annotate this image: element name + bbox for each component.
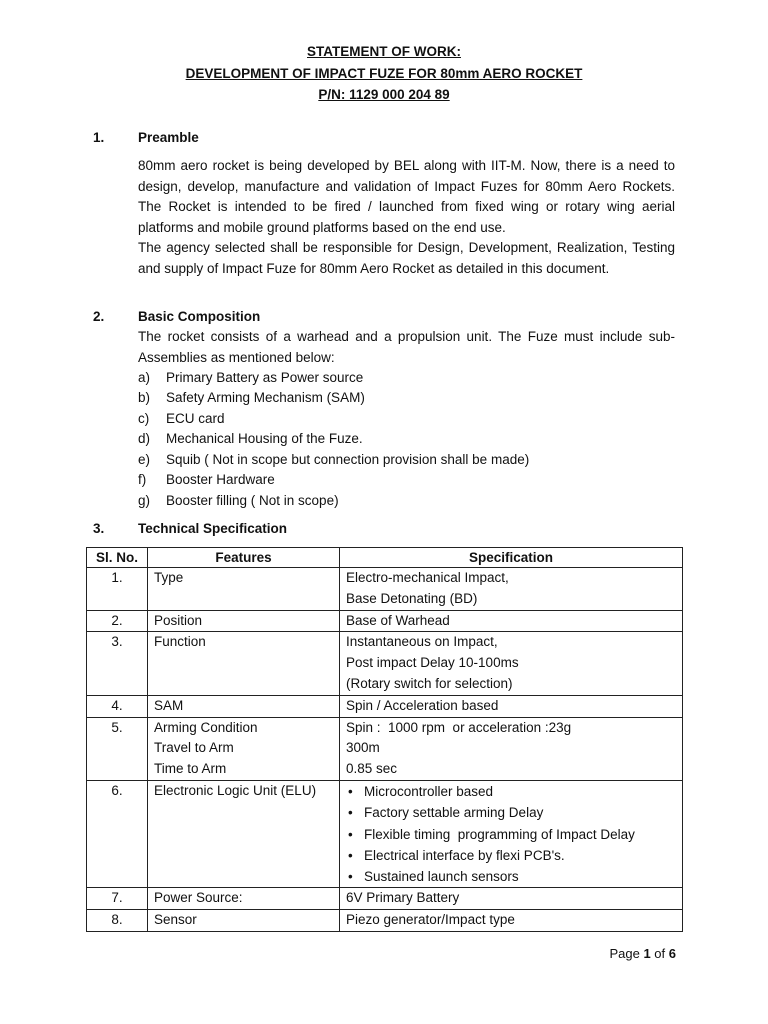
spec-line: Spin : 1000 rpm or acceleration :23g bbox=[346, 719, 572, 735]
section-2-intro: The rocket consists of a warhead and a propulsion unit. The Fuze must include sub-Assemblies as mentioned below: bbox=[138, 329, 675, 365]
bullet-item: • Factory settable arming Delay bbox=[346, 802, 676, 823]
bullet-item: • Sustained launch sensors bbox=[346, 866, 676, 887]
list-item-letter: c) bbox=[138, 411, 150, 426]
cell-sl-no: 2. bbox=[87, 610, 148, 632]
list-item bbox=[138, 368, 363, 388]
list-item-text: Primary Battery as Power source bbox=[166, 370, 364, 385]
list-item-letter: b) bbox=[138, 390, 151, 405]
table-row bbox=[87, 910, 683, 932]
section-2-title: Basic Composition bbox=[138, 309, 261, 324]
list-item-letter: e) bbox=[138, 452, 151, 467]
spec-table bbox=[86, 547, 683, 932]
cell-sl-no: 5. bbox=[87, 717, 148, 780]
list-item-text: Booster Hardware bbox=[166, 472, 275, 487]
list-item bbox=[138, 491, 339, 511]
of-word: of bbox=[654, 946, 666, 961]
cell-feature: Position bbox=[148, 610, 340, 632]
list-item-letter: g) bbox=[138, 493, 151, 508]
cell-feature: Sensor bbox=[148, 910, 340, 932]
section-2-number: 2. bbox=[93, 309, 105, 324]
cell-feature bbox=[148, 717, 340, 780]
list-item-text: Booster filling ( Not in scope) bbox=[166, 493, 339, 508]
cell-sl-no: 3. bbox=[87, 632, 148, 695]
cell-specification: Base of Warhead bbox=[340, 610, 683, 632]
cell-specification: 6V Primary Battery bbox=[340, 888, 683, 910]
table-header-row bbox=[87, 548, 683, 568]
cell-specification bbox=[340, 717, 683, 780]
cell-feature: Power Source: bbox=[148, 888, 340, 910]
cell-feature: Function bbox=[148, 632, 340, 695]
feature-line: Travel to Arm bbox=[154, 740, 234, 756]
list-item bbox=[138, 409, 225, 429]
list-item-text: Squib ( Not in scope but connection provision shall be made) bbox=[166, 452, 530, 467]
section-1-paragraph-1: 80mm aero rocket is being developed by BEL along with IIT-M. Now, there is a need to design, develop, manufacture and validation of Impact Fuzes for 80mm Aero Rockets. The Rocket is intended to be fired / launched from fixed wing or rotary wing aerial platforms and mobile ground platforms based on the end use. bbox=[138, 158, 675, 235]
table-row bbox=[87, 610, 683, 632]
cell-feature: Type bbox=[148, 568, 340, 611]
doc-part-number: P/N: 1129 000 204 89 bbox=[318, 87, 450, 102]
spec-line: 0.85 sec bbox=[346, 761, 398, 777]
table-row bbox=[87, 888, 683, 910]
bullet-item: • Flexible timing programming of Impact Delay bbox=[346, 824, 676, 845]
feature-line: Time to Arm bbox=[154, 761, 227, 777]
bullet-item: • Microcontroller based bbox=[346, 781, 676, 802]
table-row bbox=[87, 568, 683, 611]
cell-specification bbox=[340, 632, 683, 695]
list-item-text: Safety Arming Mechanism (SAM) bbox=[166, 390, 365, 405]
bullet-list bbox=[346, 781, 676, 887]
section-1-title: Preamble bbox=[138, 130, 199, 145]
cell-sl-no: 1. bbox=[87, 568, 148, 611]
section-3-title: Technical Specification bbox=[138, 521, 288, 536]
feature-line: Arming Condition bbox=[154, 719, 258, 735]
cell-sl-no: 7. bbox=[87, 888, 148, 910]
table-row bbox=[87, 695, 683, 717]
bullet-item: • Electrical interface by flexi PCB's. bbox=[346, 845, 676, 866]
page-word: Page bbox=[609, 946, 640, 961]
doc-title-line1: STATEMENT OF WORK: bbox=[307, 44, 461, 59]
list-item-letter: d) bbox=[138, 431, 151, 446]
header-features: Features bbox=[148, 548, 340, 568]
header-specification: Specification bbox=[340, 548, 683, 568]
page-current: 1 bbox=[643, 946, 651, 961]
cell-sl-no: 6. bbox=[87, 780, 148, 887]
spec-line: Post impact Delay 10-100ms bbox=[346, 655, 519, 671]
cell-specification bbox=[340, 780, 683, 887]
cell-specification: Spin / Acceleration based bbox=[340, 695, 683, 717]
list-item-letter: a) bbox=[138, 370, 151, 385]
list-item bbox=[138, 388, 365, 408]
page-number bbox=[609, 946, 676, 961]
spec-line: (Rotary switch for selection) bbox=[346, 675, 513, 691]
list-item bbox=[138, 450, 529, 470]
cell-feature: Electronic Logic Unit (ELU) bbox=[148, 780, 340, 887]
list-item-letter: f) bbox=[138, 472, 147, 487]
list-item bbox=[138, 429, 363, 449]
spec-line: Electro-mechanical Impact, bbox=[346, 570, 509, 585]
header-sl-no: Sl. No. bbox=[87, 548, 148, 568]
section-1-paragraph-2: The agency selected shall be responsible for Design, Development, Realization, Testing and supply of Impact Fuze for 80mm Aero Rocket as detailed in this document. bbox=[138, 240, 675, 276]
section-1-number: 1. bbox=[93, 130, 105, 145]
list-item bbox=[138, 470, 275, 490]
cell-sl-no: 8. bbox=[87, 910, 148, 932]
cell-specification bbox=[340, 568, 683, 611]
list-item-text: Mechanical Housing of the Fuze. bbox=[166, 431, 363, 446]
spec-line: 300m bbox=[346, 740, 380, 756]
cell-feature: SAM bbox=[148, 695, 340, 717]
spec-line: Base Detonating (BD) bbox=[346, 590, 478, 606]
doc-title-line2: DEVELOPMENT OF IMPACT FUZE FOR 80mm AERO ROCKET bbox=[185, 66, 583, 81]
table-row bbox=[87, 632, 683, 695]
cell-sl-no: 4. bbox=[87, 695, 148, 717]
table-row bbox=[87, 780, 683, 887]
list-item-text: ECU card bbox=[166, 411, 225, 426]
cell-specification: Piezo generator/Impact type bbox=[340, 910, 683, 932]
spec-line: Instantaneous on Impact, bbox=[346, 634, 498, 650]
page-total: 6 bbox=[668, 946, 676, 961]
table-row bbox=[87, 717, 683, 780]
section-3-number: 3. bbox=[93, 521, 105, 536]
